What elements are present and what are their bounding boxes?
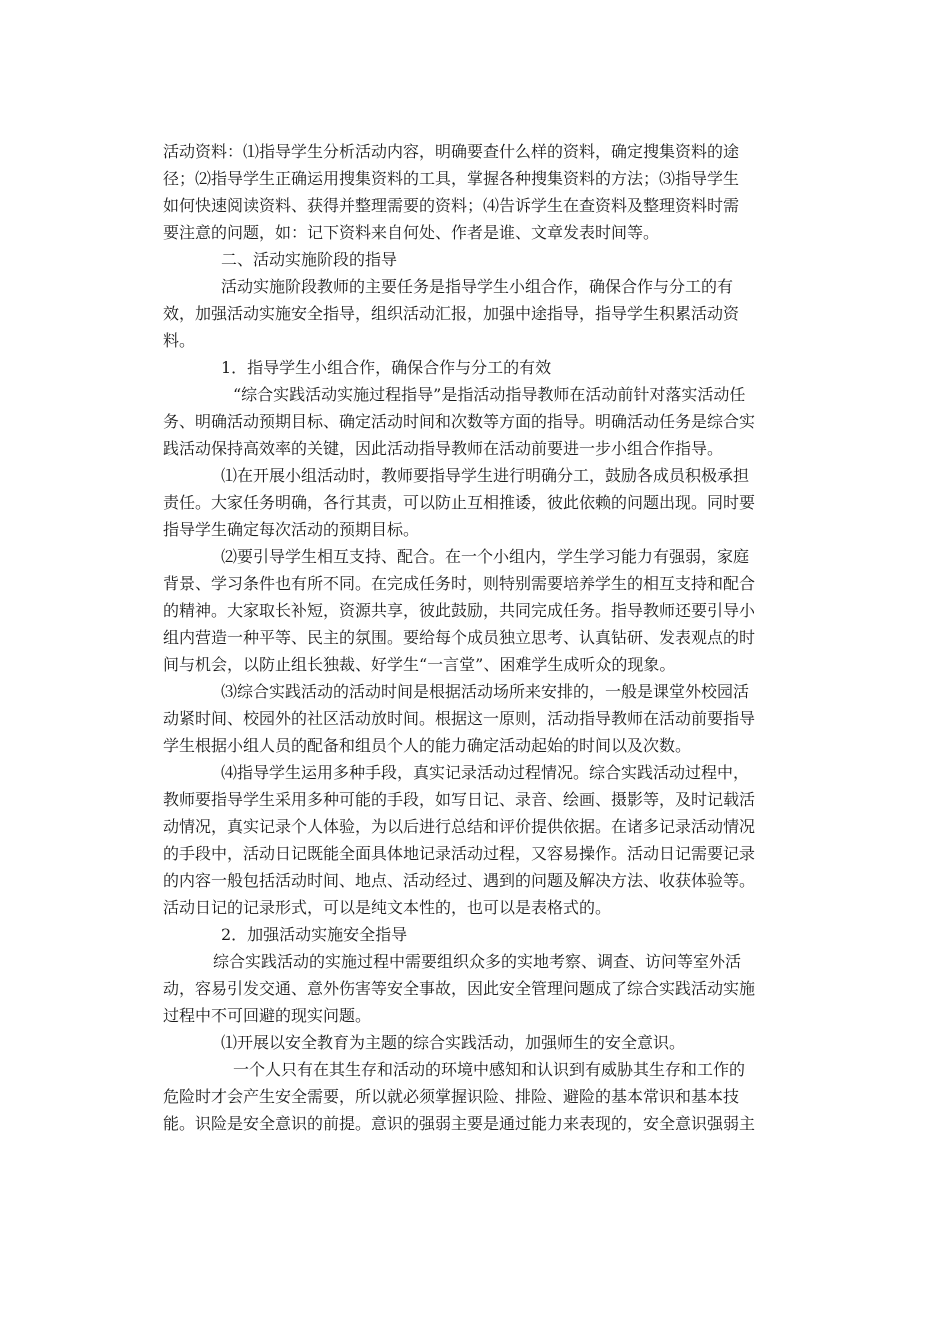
- text-line: 危险时才会产生安全需要，所以就必须掌握识险、排险、避险的基本常识和基本技: [163, 1087, 740, 1106]
- document-body: [163, 138, 787, 1137]
- text-line: 料。: [163, 331, 196, 350]
- text-line: 动紧时间、校园外的社区活动放时间。根据这一原则，活动指导教师在活动前要指导: [163, 709, 756, 728]
- text-line: ⑷指导学生运用多种手段，真实记录活动过程情况。综合实践活动过程中，: [221, 763, 750, 782]
- text-line: ⑴在开展小组活动时，教师要指导学生进行明确分工，鼓励各成员积极承担: [221, 466, 750, 485]
- text-line: 教师要指导学生采用多种可能的手段，如写日记、录音、绘画、摄影等，及时记载活: [163, 790, 756, 809]
- text-line: 如何快速阅读资料、获得并整理需要的资料；⑷告诉学生在查资料及整理资料时需: [163, 196, 740, 215]
- text-line: 效，加强活动实施安全指导，组织活动汇报，加强中途指导，指导学生积累活动资: [163, 304, 740, 323]
- text-line: 径；⑵指导学生正确运用搜集资料的工具，掌握各种搜集资料的方法；⑶指导学生: [163, 169, 740, 188]
- text-line: 能。识险是安全意识的前提。意识的强弱主要是通过能力来表现的，安全意识强弱主: [163, 1114, 756, 1133]
- subsection-heading: 2．加强活动实施安全指导: [221, 925, 408, 944]
- text-line: 要注意的问题，如：记下资料来自何处、作者是谁、文章发表时间等。: [163, 223, 660, 242]
- text-line: ⑶综合实践活动的活动时间是根据活动场所来安排的，一般是课堂外校园活: [221, 682, 750, 701]
- text-line: 动情况，真实记录个人体验，为以后进行总结和评价提供依据。在诸多记录活动情况: [163, 817, 756, 836]
- text-line: 的内容一般包括活动时间、地点、活动经过、遇到的问题及解决方法、收获体验等。: [163, 871, 756, 890]
- text-line: 综合实践活动的实施过程中需要组织众多的实地考察、调查、访问等室外活: [213, 952, 742, 971]
- text-line: 指导学生确定每次活动的预期目标。: [163, 520, 420, 539]
- text-line: 活动实施阶段教师的主要任务是指导学生小组合作，确保合作与分工的有: [221, 277, 734, 296]
- text-line: 务、明确活动预期目标、确定活动时间和次数等方面的指导。明确活动任务是综合实: [163, 412, 756, 431]
- text-line: 间与机会，以防止组长独裁、好学生“一言堂”、困难学生成听众的现象。: [163, 655, 676, 674]
- text-line: 的手段中，活动日记既能全面具体地记录活动过程，又容易操作。活动日记需要记录: [163, 844, 756, 863]
- text-line: “综合实践活动实施过程指导”是指活动指导教师在活动前针对落实活动任: [233, 385, 746, 404]
- section-heading: 二、活动实施阶段的指导: [221, 250, 398, 269]
- text-line: 动，容易引发交通、意外伤害等安全事故，因此安全管理问题成了综合实践活动实施: [163, 979, 756, 998]
- text-line: 背景、学习条件也有所不同。在完成任务时，则特别需要培养学生的相互支持和配合: [163, 574, 756, 593]
- text-line: 学生根据小组人员的配备和组员个人的能力确定活动起始的时间以及次数。: [163, 736, 692, 755]
- text-line: 践活动保持高效率的关键，因此活动指导教师在活动前要进一步小组合作指导。: [163, 439, 724, 458]
- text-line: 活动资料：⑴指导学生分析活动内容，明确要查什么样的资料，确定搜集资料的途: [163, 142, 740, 161]
- text-line: 过程中不可回避的现实问题。: [163, 1006, 372, 1025]
- text-line: ⑴开展以安全教育为主题的综合实践活动，加强师生的安全意识。: [221, 1033, 686, 1052]
- text-line: 的精神。大家取长补短，资源共享，彼此鼓励，共同完成任务。指导教师还要引导小: [163, 601, 756, 620]
- text-line: ⑵要引导学生相互支持、配合。在一个小组内，学生学习能力有强弱，家庭: [221, 547, 750, 566]
- subsection-heading: 1．指导学生小组合作，确保合作与分工的有效: [221, 358, 552, 377]
- text-line: 活动日记的记录形式，可以是纯文本性的，也可以是表格式的。: [163, 898, 612, 917]
- text-line: 组内营造一种平等、民主的氛围。要给每个成员独立思考、认真钻研、发表观点的时: [163, 628, 756, 647]
- text-line: 责任。大家任务明确，各行其责，可以防止互相推诿，彼此依赖的问题出现。同时要: [163, 493, 756, 512]
- text-line: 一个人只有在其生存和活动的环境中感知和认识到有威胁其生存和工作的: [233, 1060, 746, 1079]
